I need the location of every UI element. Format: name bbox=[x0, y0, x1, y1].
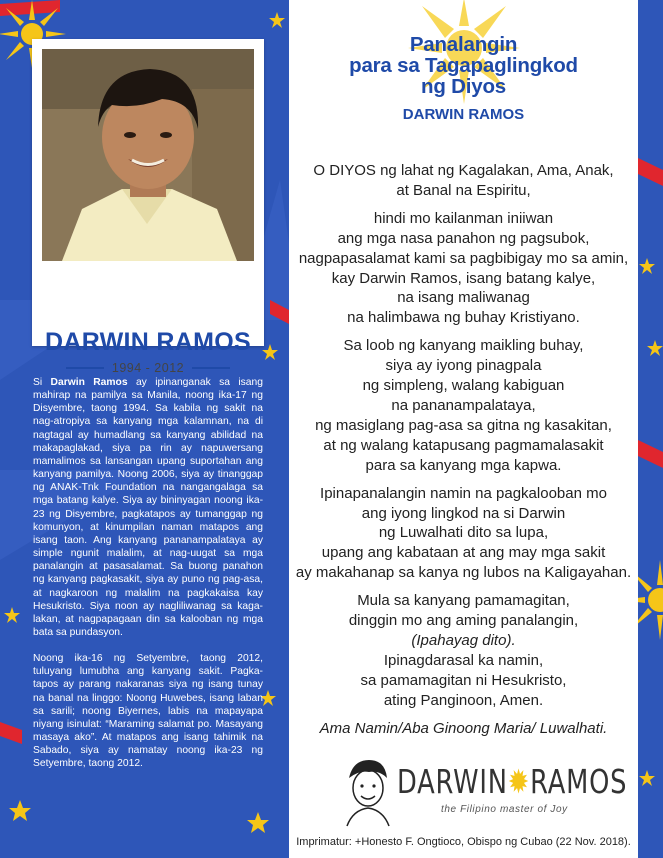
logo-name-right: RAMOS bbox=[530, 762, 628, 801]
bio-paragraph: Noong ika-16 ng Setyembre, taong 2012, tuluyang lumubha ang kanyang sakit. Pagka-tapos ay parang nakaranas siya ng isang tunay na banal na linggo: Noong Huwebes, isang laban sa sarili; noong Biyernes, labis na mapayapa niyang isinulat: “Maraming salamat po. Masayang masaya ako”. At matapos ang isang tahimik na Sabado, siya ay namatay noong ika-23 ng Setyembre, taong 2012. bbox=[33, 653, 263, 770]
prayer-line: dinggin mo ang aming panalangin, bbox=[348, 612, 579, 630]
star-icon bbox=[9, 800, 31, 821]
prayer-line: ng masiglang pag-asa sa gitna ng kasakitan, bbox=[315, 416, 612, 434]
prayer-line: ang mga nasa panahon ng pagsubok, bbox=[337, 229, 590, 247]
star-icon bbox=[639, 258, 655, 274]
star-icon bbox=[647, 340, 663, 356]
bio-name: Darwin Ramos bbox=[50, 377, 128, 388]
prayer-line: siya ay iyong pinagpala bbox=[385, 357, 542, 375]
imprimatur: Imprimatur: +Honesto F. Ongtioco, Obispo ng Cubao (22 Nov. 2018). bbox=[296, 836, 631, 848]
prayer-line: Ipinapanalangin namin na pagkalooban mo bbox=[320, 484, 607, 502]
prayer-title bbox=[289, 34, 638, 97]
prayer-line: ng Luwalhati dito sa lupa, bbox=[378, 524, 549, 542]
darwin-ramos-logo bbox=[339, 756, 629, 828]
star-icon bbox=[262, 344, 278, 360]
prayer-line: na halimbawa ng buhay Kristiyano. bbox=[347, 309, 580, 327]
red-stripe bbox=[0, 722, 22, 744]
prayer-line: ay makahanap sa kanya ng lubos na Kaligayahan. bbox=[295, 564, 632, 582]
prayer-line: na isang maliwanag bbox=[397, 289, 530, 307]
prayer-line: Mula sa kanyang pamamagitan, bbox=[357, 592, 570, 610]
divider-line bbox=[66, 367, 104, 369]
prayer-line: sa pamamagitan ni Hesukristo, bbox=[360, 671, 567, 689]
title-line: ng Diyos bbox=[421, 75, 506, 98]
prayer-line: nagpapasalamat kami sa pagbibigay mo sa amin, bbox=[298, 249, 629, 267]
profile-card bbox=[32, 39, 264, 375]
prayer-line: na pananampalataya, bbox=[391, 396, 536, 414]
life-years: 1994 - 2012 bbox=[111, 361, 185, 375]
years-row bbox=[42, 361, 254, 375]
logo-tagline: the Filipino master of Joy bbox=[441, 804, 568, 815]
prayer-line: Ipinagdarasal ka namin, bbox=[383, 651, 544, 669]
prayer-line: at ng walang katapusang pagmamalasakit bbox=[323, 436, 604, 454]
star-icon bbox=[247, 812, 269, 833]
prayer-line: hindi mo kailanman iniiwan bbox=[373, 209, 554, 227]
prayer-line: para sa kanyang mga kapwa. bbox=[365, 456, 562, 474]
closing-prayers: Ama Namin/Aba Ginoong Maria/ Luwalhati. bbox=[319, 719, 608, 737]
stanza bbox=[289, 484, 638, 584]
divider-line bbox=[192, 367, 230, 369]
stanza bbox=[289, 591, 638, 710]
prayer-subtitle: DARWIN RAMOS bbox=[402, 106, 525, 123]
star-icon bbox=[639, 770, 655, 786]
title-line: Panalangin bbox=[409, 33, 518, 56]
prayer-line: ating Panginoon, Amen. bbox=[383, 691, 544, 709]
prayer-body bbox=[289, 161, 638, 738]
bio-prefix: Si bbox=[33, 377, 51, 388]
logo-wordmark bbox=[397, 762, 627, 801]
prayer-line: Sa loob ng kanyang maikling buhay, bbox=[343, 337, 584, 355]
portrait-photo bbox=[42, 49, 254, 261]
portrait-illustration bbox=[42, 49, 254, 261]
face-sketch-icon bbox=[339, 756, 395, 828]
logo-name-left: DARWIN bbox=[397, 762, 508, 801]
prayer-line: upang ang kabataan at ang may mga sakit bbox=[321, 544, 606, 562]
biography bbox=[33, 376, 263, 784]
prayer-line: ang iyong lingkod na si Darwin bbox=[361, 504, 566, 522]
logo-sun-icon: ✹ bbox=[507, 762, 531, 801]
stanza bbox=[289, 161, 638, 201]
stanza bbox=[289, 209, 638, 328]
title-line: para sa Tagapaglingkod bbox=[349, 54, 578, 77]
star-icon bbox=[269, 12, 285, 28]
prayer-line-italic: (Ipahayag dito). bbox=[411, 631, 516, 649]
prayer-line: at Banal na Espiritu, bbox=[396, 181, 531, 199]
star-icon bbox=[4, 607, 20, 623]
prayer-line: O DIYOS ng lahat ng Kagalakan, Ama, Anak, bbox=[313, 162, 614, 179]
bio-text: ay ipinanganak sa isang mahirap na pamilya sa Manila, noong ika-17 ng Disyembre, taong 1994. Sa kabila ng sakit na nag-atropiya sa kanyang mga kalamnan, na di nagtagal ay humadlang sa kanyang abilidad na makapaglakad, siya pa rin ay napuwersang mamalimos sa lansangan upang suportahan ang kanyang pamilya. Noong 2006, siya ay tinanggap ng ANAK-Tnk Foundation na nangangalaga sa mga batang kalye. Siya ay bininyagan noong ika-23 ng Disyembre, pagkatapos ay tumanggap ng komunyon, at kinumpilan naman matapos ang isang taon. Ang kanyang pananampalataya ay simple ngunit malalim, at nag-uugat sa mga panalangin at pasasalamat. Sa buong panahon ng kanyang pagkasakit, siya ay puno ng pag-asa, at nagkaroon ng malalim na pagkakaisa kay Hesukristo. Siya noon ay nagliliwanag sa kaga-lakan, at nagpapagaan din sa kalooban ng mga bata sa pundasyon. bbox=[33, 377, 263, 638]
bio-paragraph bbox=[33, 376, 263, 639]
red-stripe bbox=[638, 440, 663, 468]
prayer-line: kay Darwin Ramos, isang batang kalye, bbox=[331, 269, 596, 287]
card-name: DARWIN RAMOS bbox=[45, 328, 251, 356]
red-stripe bbox=[638, 158, 663, 186]
prayer-panel bbox=[289, 0, 638, 858]
prayer-line: ng simpleng, walang kabiguan bbox=[362, 377, 565, 395]
stanza bbox=[289, 336, 638, 475]
